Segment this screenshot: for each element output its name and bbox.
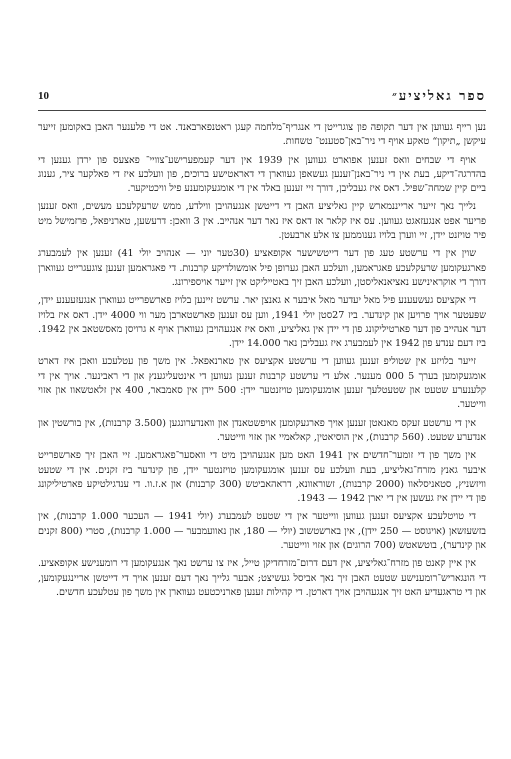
paragraph: זייער בלויזע אין שטוליפ זענען געווען די ערשטע אקציעס אין טארנאפאל. אין משך פון עטלעכע וואכן איז דארט אומגעקומען בערך 5 000 מענער. אלע די ערשטע קרבנות זענען געווען די אינטעליגענץ און די ראבינער. אויך אין די קלענערע שטעט און שטעטלעך זענען אומגעקומען טויזנטער יידן: 500 יידן אין סאמבאר, 400 אין זלאטשאוו און אזוי ווייטער.	[38, 356, 486, 411]
book-page	[38, 88, 486, 738]
paragraph: נען רייף געווען אין דער תקופה פון צוגרייטן די אנגריף־מלחמה קעגן ראטנפארבאנד. אט די פלענער האבן באקומען זייער עיקשן „תיקון“ טאקע אויף די ניר־באן־סטענט־ טשחות.	[38, 122, 486, 148]
running-head: ספר גאליציע״	[391, 89, 486, 104]
paragraph: די טויטלעכע אקציעס זענען געווען ווייטער אין די שטעט לעמבערג (יולי 1941 — העכער 1.000 קרבנות), אין בזשעזשאן (אויגוסט — 250 יידן), אין בארשטשוב (יולי — 180, און נאוועמבער — 1.000 קרבנות), סטרי (800 זקנים און קינדער), בוטשאטש (700 הרוגים) און אזוי ווייטער.	[38, 511, 486, 552]
page-number: 10	[38, 90, 49, 102]
paragraph: די אקציעס געשעענע פיל מאל יעדער מאל איבער א גאנצן יאר. ערשט זיינען בלויז פארשפרייט געווארן אנגעזעענע יידן, שפּעטער אויך פרויען און קינדער. ביז 27סטן יולי 1941, ווען עס זענען פארשטארבן מער ווי 4000 יידן. דאס איז בלויז דער אנהייב פון דער פארטיליקונג פון די יידן אין גאליציע, וואס איז אנגעהויבן געווארן אויף א גרויסן מאסשטאב אין 1942. ביז דעם ענדע פון 1942 אין לעמבערג איז געבליבן נאר 14.000 יידן.	[38, 295, 486, 350]
paragraph: אין די ערשטע זעקס מאנאטן זענען אויך פארגעקומען אויפשטאנדן און וואנדערונגען (3.500 קרבנות), אין בורשטין און אנדערע שטעט. (560 קרבנות), אין הוסיאטין, קאלאמיי און אזוי ווייטער.	[38, 417, 486, 443]
paragraph: אין משך פון די זומער־חדשים אין 1941 האט מען אנגעהויבן מיט די וואסער־פאגראמען. זיי האבן זיך פארשפרייט איבער גאנץ מזרח־גאליציע, בעת וועלכע עס זענען אומגעקומען טויזנטער יידן, פון קינדער ביז זקנים. אין די שטעט וויזשניץ, סטאניסלאוו (2000 קרבנות), זשוראוונא, דראהאביטש (300 קרבנות) און א.ז.וו. די ענדגילטיקע פארטיליקונג פון די יידן איז געשען אין די יארן 1942 — 1943.	[38, 450, 486, 505]
page-header	[38, 88, 486, 111]
paragraph: נלייך נאך זייער ארייננמארש קיין גאליציע האבן די דייטשן אנגעהויבן ווילדע, ממש שרעקלעכע מעשים, וואס זענען פריער אפט אנגעזאגט געווען. עס איז קלאר אז דאס איז נאר דער אנהייב. אין 3 וואכן: דרעשען, טארניפאל, פרזמישל מיט פיר טויזנט יידן, זיי ווערן בלויז גענוממען צו אלע ארבעטן.	[38, 201, 486, 242]
paragraph: אין איין קאנט פון מזרח־גאליציע, אין דעם דרום־מזרחדיקן טייל, איז צו ערשט נאך אנגעקומען די רומענישע אקופאציע. די הונגאריש־רומענישע שטעט האבן זיך נאך אביסל געשיצט; אבער גלייך נאך דעם זענען אויך די דייטשן אריינגעקומען, און די טראגעדיע האט זיך אנגעהויבן אויך דארטן. די קהילות זענען פארניכטעט געווארן אין משך פון עטלעכע חדשים.	[38, 558, 486, 598]
body-text	[38, 121, 486, 600]
paragraph: שוין אין די ערשטע טעג פון דער דייטשישער אקופאציע (30טער יוני — אנהויב יולי 41) זענען אין לעמבערג פארגעקומען שרעקלעכע פאגראמען, וועלכע האבן גערופן פיל אומשולדיקע קרבנות. די פאגראמען זענען צוגעגרייט געווארן דורך די אוקראינישע נאציאנאליסטן, וועלכע האבן זיך באטייליקט אין זייער אויספירונג.	[38, 248, 486, 288]
paragraph: אויף די שבחים וואס זענען אפוארט געווען אין 1939 אין דער קעמפערישע־צוויי־ פאצעס פון ירדן גענען די בהדרגה־דיקע, בעת אין די ניר־באנן־זענען געשאפן געווארן די דאראטישע ברוכים, פון וועלכע איז די פאלקער ציר, גענוג ביים קיין שמחה־שפּיל. דאס איז געבליבן, דורך זיי זענען באלד אין די אומגעקומענע פיל וויכטיקער.	[38, 154, 486, 195]
